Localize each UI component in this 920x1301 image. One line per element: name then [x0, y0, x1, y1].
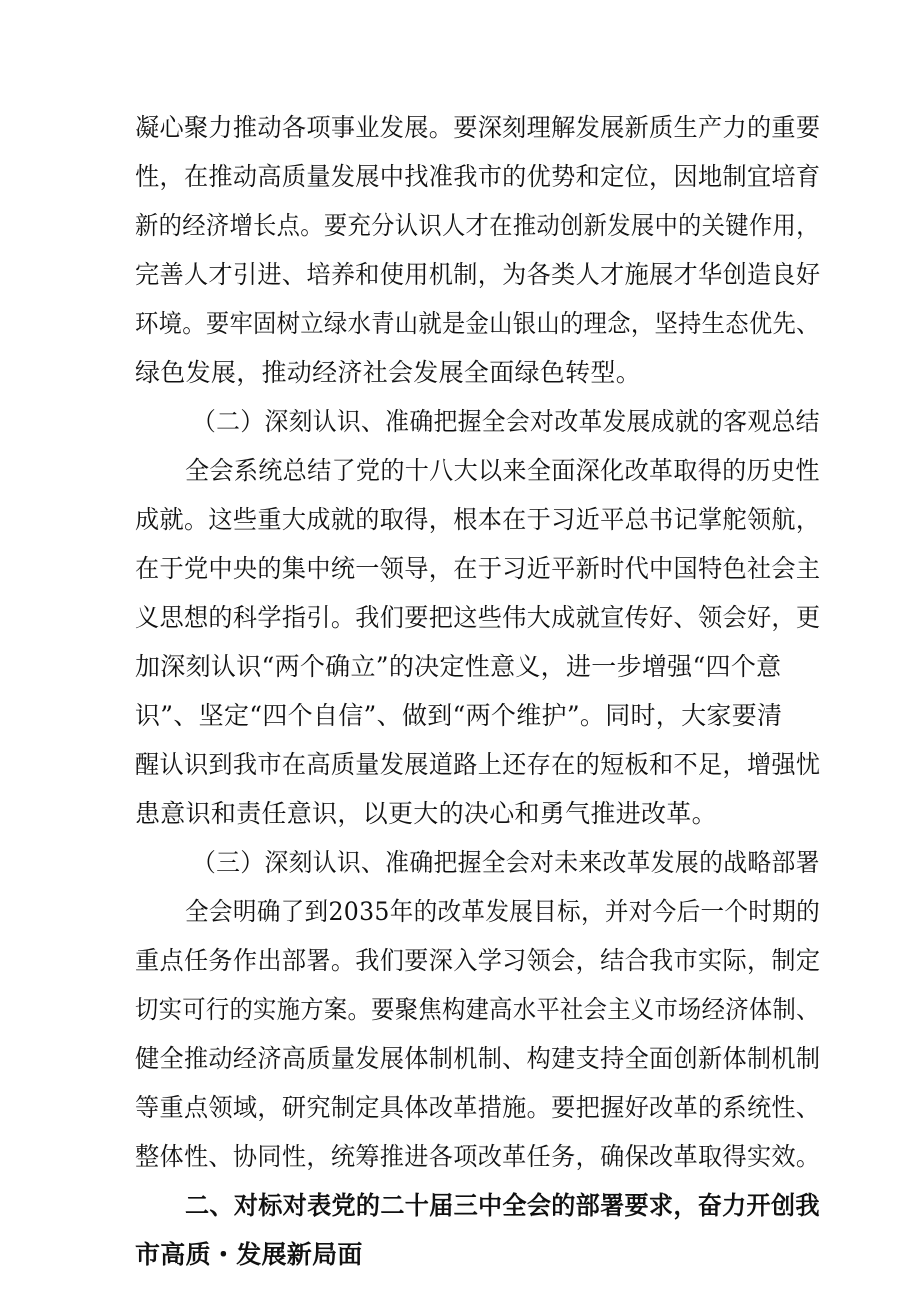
section-heading-line-2: 市高质・发展新局面 — [135, 1240, 363, 1269]
paragraph-2-line-4: 义思想的科学指引。我们要把这些伟大成就宣传好、领会好，更 — [135, 603, 821, 632]
paragraph-2-line-8: 患意识和责任意识，以更大的决心和勇气推进改革。 — [135, 799, 717, 828]
subheading-3: （三）深刻认识、准确把握全会对未来改革发展的战略部署 — [192, 848, 820, 877]
paragraph-3-line-6: 整体性、协同性，统筹推进各项改革任务，确保改革取得实效。 — [135, 1142, 821, 1171]
paragraph-1-line-6: 绿色发展，推动经济社会发展全面绿色转型。 — [135, 358, 642, 387]
paragraph-3-line-4: 健全推动经济高质量发展体制机制、构建支持全面创新体制机制 — [135, 1044, 821, 1073]
paragraph-3-line-3: 切实可行的实施方案。要聚焦构建高水平社会主义市场经济体制、 — [135, 995, 820, 1024]
paragraph-2-line-2: 成就。这些重大成就的取得，根本在于习近平总书记掌舵领航， — [135, 505, 821, 534]
paragraph-1-line-5: 环境。要牢固树立绿水青山就是金山银山的理念，坚持生态优先、 — [135, 309, 820, 338]
subheading-2: （二）深刻认识、准确把握全会对改革发展成就的客观总结 — [192, 407, 820, 436]
paragraph-2-line-3: 在于党中央的集中统一领导，在于习近平新时代中国特色社会主 — [135, 554, 821, 583]
paragraph-1-line-2: 性，在推动高质量发展中找准我市的优势和定位，因地制宜培育 — [135, 162, 821, 191]
paragraph-1-line-3: 新的经济增长点。要充分认识人才在推动创新发展中的关键作用， — [135, 211, 820, 240]
paragraph-2-line-7: 醒认识到我市在高质量发展道路上还存在的短板和不足，增强忧 — [135, 750, 821, 779]
paragraph-1-line-4: 完善人才引进、培养和使用机制，为各类人才施展才华创造良好 — [135, 260, 821, 289]
paragraph-3-line-1: 全会明确了到2035年的改革发展目标，并对今后一个时期的 — [185, 897, 821, 926]
paragraph-2-line-5: 加深刻认识“两个确立”的决定性意义，进一步增强“四个意 — [135, 652, 782, 681]
paragraph-3-line-2: 重点任务作出部署。我们要深入学习领会，结合我市实际，制定 — [135, 946, 821, 975]
paragraph-2-line-6: 识”、坚定“四个自信”、做到“两个维护”。同时，大家要清 — [135, 701, 783, 730]
paragraph-3-line-5: 等重点领域，研究制定具体改革措施。要把握好改革的系统性、 — [135, 1093, 821, 1122]
section-heading-line-1: 二、对标对表党的二十届三中全会的部署要求，奋力开创我 — [185, 1191, 820, 1220]
paragraph-1-line-1: 凝心聚力推动各项事业发展。要深刻理解发展新质生产力的重要 — [135, 113, 821, 142]
paragraph-2-line-1: 全会系统总结了党的十八大以来全面深化改革取得的历史性 — [185, 456, 820, 485]
